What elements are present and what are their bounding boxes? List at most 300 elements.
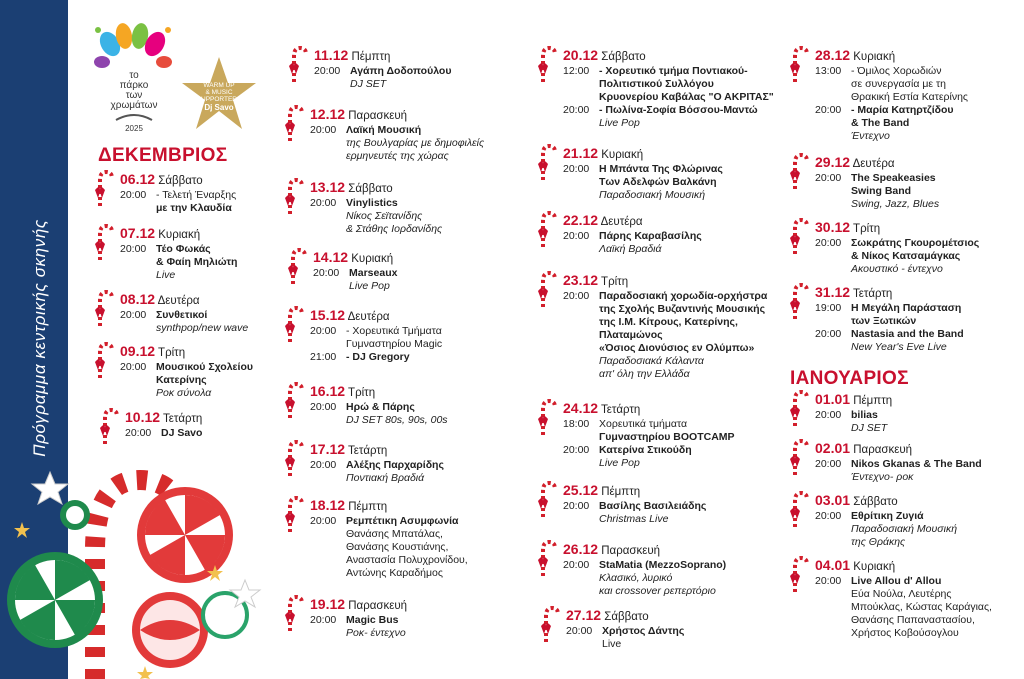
candy-cane-icon bbox=[282, 304, 304, 344]
event-time bbox=[815, 117, 851, 130]
event-text: Λαϊκή Μουσική bbox=[346, 124, 422, 136]
event-date: 28.12 bbox=[815, 47, 851, 63]
event-entry bbox=[313, 250, 553, 293]
event-line bbox=[310, 627, 550, 640]
event-date: 09.12 bbox=[120, 343, 156, 359]
event-date: 08.12 bbox=[120, 291, 156, 307]
event-time: 20:00 bbox=[563, 500, 590, 512]
event-line bbox=[125, 427, 365, 440]
event-time bbox=[563, 431, 599, 444]
event-line bbox=[563, 243, 803, 256]
candy-cane-icon bbox=[282, 438, 304, 478]
event-date: 01.01 bbox=[815, 391, 851, 407]
event-line bbox=[314, 78, 554, 91]
candy-cane-icon bbox=[92, 288, 114, 328]
event-text: Κλασικό, λυρικό bbox=[599, 572, 673, 584]
event-line bbox=[310, 567, 550, 580]
candy-cane-icon bbox=[92, 340, 114, 380]
candy-cane-icon bbox=[535, 397, 557, 437]
event-day: Παρασκευή bbox=[601, 545, 661, 557]
event-entry bbox=[815, 285, 1024, 354]
event-time bbox=[310, 414, 346, 427]
event-time bbox=[563, 368, 599, 381]
event-time: 20:00 bbox=[566, 625, 593, 637]
event-text: Live bbox=[156, 269, 176, 281]
event-time bbox=[563, 457, 599, 470]
event-time: 20:00 bbox=[563, 559, 590, 571]
event-day: Τετάρτη bbox=[853, 288, 893, 300]
candy-cane-icon bbox=[787, 388, 809, 428]
event-time: 20:00 bbox=[563, 290, 590, 302]
event-date: 25.12 bbox=[563, 482, 599, 498]
event-line bbox=[815, 172, 1024, 185]
event-day: Παρασκευή bbox=[348, 600, 408, 612]
event-line bbox=[563, 355, 803, 368]
event-time: 20:00 bbox=[314, 65, 341, 77]
event-lines bbox=[310, 459, 550, 485]
event-text: & Φαίη Μηλιώτη bbox=[156, 256, 238, 268]
event-day: Παρασκευή bbox=[853, 444, 913, 456]
event-date: 24.12 bbox=[563, 400, 599, 416]
event-text: Πολιτιστικού Συλλόγου bbox=[599, 78, 714, 90]
event-text: των Ξωτικών bbox=[851, 315, 917, 327]
event-time: 13:00 bbox=[815, 65, 842, 77]
event-header bbox=[815, 48, 1024, 65]
event-time: 19:00 bbox=[815, 302, 842, 314]
candy-cane-icon bbox=[286, 44, 308, 84]
event-text: Αλέξης Παρχαρίδης bbox=[346, 459, 444, 471]
event-date: 03.01 bbox=[815, 492, 851, 508]
event-time: 21:00 bbox=[310, 351, 337, 363]
event-line bbox=[313, 280, 553, 293]
event-line bbox=[563, 163, 803, 176]
event-header bbox=[310, 442, 550, 459]
event-line bbox=[563, 418, 803, 431]
event-line bbox=[310, 137, 550, 150]
event-line bbox=[815, 65, 1024, 78]
event-time bbox=[815, 315, 851, 328]
event-header bbox=[815, 558, 1024, 575]
event-line bbox=[815, 471, 1024, 484]
event-entry bbox=[566, 608, 806, 651]
event-lines bbox=[310, 197, 550, 236]
event-date: 23.12 bbox=[563, 272, 599, 288]
event-lines bbox=[310, 614, 550, 640]
event-time: 12:00 bbox=[563, 65, 590, 77]
event-time bbox=[310, 627, 346, 640]
event-entry bbox=[815, 48, 1024, 143]
event-text: Γυμναστηρίου Magic bbox=[346, 338, 443, 350]
event-text: Των Αδελφών Βαλκάνη bbox=[599, 176, 717, 188]
event-date: 16.12 bbox=[310, 383, 346, 399]
event-header bbox=[313, 250, 553, 267]
event-time bbox=[815, 91, 851, 104]
event-line bbox=[313, 267, 553, 280]
event-header bbox=[566, 608, 806, 625]
event-text: Ρεμπέτικη Ασυμφωνία bbox=[346, 515, 459, 527]
event-time bbox=[563, 176, 599, 189]
candy-cane-icon bbox=[282, 494, 304, 534]
badge-line-3: UPPORTER bbox=[201, 96, 237, 103]
event-time bbox=[815, 185, 851, 198]
event-text: Αντώνης Καραδήμος bbox=[346, 567, 443, 579]
event-lines bbox=[563, 290, 803, 381]
event-text: Έντεχνο bbox=[851, 130, 890, 142]
event-text: DJ Savo bbox=[161, 427, 203, 439]
event-time bbox=[563, 189, 599, 202]
event-line bbox=[310, 325, 550, 338]
event-text: Γυμναστηρίου BOOTCAMP bbox=[599, 431, 735, 443]
event-line bbox=[310, 459, 550, 472]
event-entry bbox=[815, 220, 1024, 276]
event-text: Κατερίνης bbox=[156, 374, 207, 386]
event-text: Χορευτικά τμήματα bbox=[599, 418, 688, 430]
event-line bbox=[310, 150, 550, 163]
event-day: Κυριακή bbox=[853, 561, 896, 573]
event-date: 26.12 bbox=[563, 541, 599, 557]
event-day: Τρίτη bbox=[601, 276, 629, 288]
event-time bbox=[815, 523, 851, 536]
candy-cane-icon bbox=[535, 479, 557, 519]
event-line bbox=[563, 316, 803, 329]
event-date: 14.12 bbox=[313, 249, 349, 265]
event-time bbox=[563, 117, 599, 130]
event-time bbox=[815, 627, 851, 640]
candy-cane-icon bbox=[535, 142, 557, 182]
event-text: & The Band bbox=[851, 117, 910, 129]
event-day: Δευτέρα bbox=[600, 216, 643, 228]
event-text: - Τελετή Έναρξης bbox=[156, 189, 237, 201]
event-text: Αγάπη Δοδοπούλου bbox=[350, 65, 452, 77]
event-time: 20:00 bbox=[815, 328, 842, 340]
event-text: DJ SET bbox=[851, 422, 888, 434]
event-text: Live Allou d' Allou bbox=[851, 575, 942, 587]
event-time bbox=[120, 374, 156, 387]
event-header bbox=[815, 285, 1024, 302]
event-day: Δευτέρα bbox=[347, 311, 390, 323]
event-text: της Θράκης bbox=[851, 536, 906, 548]
event-text: - Πωλίνα-Σοφία Βόσσου-Μαντώ bbox=[599, 104, 758, 116]
event-line bbox=[815, 263, 1024, 276]
event-header bbox=[563, 273, 803, 290]
event-text: Swing Band bbox=[851, 185, 912, 197]
event-header bbox=[563, 213, 803, 230]
event-time bbox=[310, 137, 346, 150]
event-day: Κυριακή bbox=[601, 149, 644, 161]
event-time bbox=[563, 585, 599, 598]
event-day: Πέμπτη bbox=[348, 501, 388, 513]
event-line bbox=[563, 176, 803, 189]
event-entry bbox=[563, 48, 803, 130]
event-time: 20:00 bbox=[120, 243, 147, 255]
event-line bbox=[815, 104, 1024, 117]
event-lines bbox=[815, 302, 1024, 354]
event-text: & Νίκος Κατσαμάγκας bbox=[851, 250, 961, 262]
event-text: Παραδοσιακή Μουσική bbox=[599, 189, 706, 201]
event-time: 18:00 bbox=[563, 418, 590, 430]
candy-cane-icon bbox=[282, 593, 304, 633]
event-time bbox=[566, 638, 602, 651]
event-text: Κρυονερίου Καβάλας "Ο ΑΚΡΙΤΑΣ" bbox=[599, 91, 774, 103]
event-entry bbox=[310, 384, 550, 427]
event-text: Εύα Νούλα, Λευτέρης bbox=[851, 588, 952, 600]
event-entry bbox=[563, 146, 803, 202]
event-text: Θανάσης Μπατάλας, bbox=[346, 528, 443, 540]
event-day: Δευτέρα bbox=[852, 158, 895, 170]
month-heading-january: ΙΑΝΟΥΑΡΙΟΣ bbox=[790, 368, 909, 389]
event-time bbox=[310, 567, 346, 580]
event-time: 20:00 bbox=[120, 309, 147, 321]
event-header bbox=[815, 493, 1024, 510]
event-lines bbox=[563, 559, 803, 598]
event-time: 20:00 bbox=[815, 510, 842, 522]
candy-cane-icon bbox=[787, 437, 809, 477]
event-line bbox=[310, 515, 550, 528]
event-entry bbox=[815, 155, 1024, 211]
event-entry bbox=[563, 401, 803, 470]
event-text: με την Κλαυδία bbox=[156, 202, 232, 214]
event-text: Λαϊκή Βραδιά bbox=[599, 243, 662, 255]
event-day: Πέμπτη bbox=[853, 395, 893, 407]
event-entry bbox=[563, 542, 803, 598]
event-day: Τετάρτη bbox=[601, 404, 641, 416]
event-lines bbox=[310, 124, 550, 163]
event-day: Τετάρτη bbox=[348, 445, 388, 457]
event-lines bbox=[563, 65, 803, 130]
event-line bbox=[310, 197, 550, 210]
event-entry bbox=[815, 493, 1024, 549]
event-text: Magic Bus bbox=[346, 614, 399, 626]
event-text: Θρακική Εστία Κατερίνης bbox=[851, 91, 968, 103]
event-date: 02.01 bbox=[815, 440, 851, 456]
event-header bbox=[815, 155, 1024, 172]
event-text: ερμηνευτές της χώρας bbox=[346, 150, 449, 162]
event-line bbox=[815, 523, 1024, 536]
event-line bbox=[815, 536, 1024, 549]
event-date: 04.01 bbox=[815, 557, 851, 573]
candy-cane-icon bbox=[787, 554, 809, 594]
event-lines bbox=[815, 172, 1024, 211]
event-line bbox=[563, 91, 803, 104]
event-time: 20:00 bbox=[563, 163, 590, 175]
event-text: Παραδοσιακά Κάλαντα bbox=[599, 355, 704, 367]
event-date: 06.12 bbox=[120, 171, 156, 187]
event-lines bbox=[310, 401, 550, 427]
event-line bbox=[566, 638, 806, 651]
event-text: της Βουλγαρίας με δημοφιλείς bbox=[346, 137, 485, 149]
event-text: και crossover ρεπερτόριο bbox=[599, 585, 716, 597]
event-text: Χρήστος Κοβούσογλου bbox=[851, 627, 959, 639]
event-line bbox=[815, 575, 1024, 588]
event-line bbox=[310, 223, 550, 236]
event-lines bbox=[815, 409, 1024, 435]
event-line bbox=[815, 627, 1024, 640]
event-entry bbox=[310, 442, 550, 485]
event-entry bbox=[563, 483, 803, 526]
event-time bbox=[815, 263, 851, 276]
event-date: 21.12 bbox=[563, 145, 599, 161]
event-lines bbox=[815, 65, 1024, 143]
event-lines bbox=[310, 325, 550, 364]
event-text: Ακουστικό - έντεχνο bbox=[851, 263, 943, 275]
event-text: synthpop/new wave bbox=[156, 322, 249, 334]
event-time: 20:00 bbox=[310, 515, 337, 527]
event-time bbox=[120, 269, 156, 282]
event-entry bbox=[563, 273, 803, 381]
event-text: - Χορευτικά Τμήματα bbox=[346, 325, 442, 337]
event-line bbox=[563, 189, 803, 202]
event-text: Παραδοσιακή Μουσική bbox=[851, 523, 958, 535]
event-line bbox=[310, 124, 550, 137]
event-header bbox=[563, 483, 803, 500]
event-time bbox=[310, 150, 346, 163]
event-entry bbox=[310, 597, 550, 640]
event-text: Σωκράτης Γκουρομέτσιος bbox=[851, 237, 980, 249]
candy-cane-icon bbox=[97, 406, 119, 446]
event-text: Ποντιακή Βραδιά bbox=[346, 472, 425, 484]
event-header bbox=[310, 384, 550, 401]
event-time: 20:00 bbox=[815, 172, 842, 184]
logo-year: 2025 bbox=[125, 124, 143, 133]
event-time bbox=[815, 250, 851, 263]
event-header bbox=[815, 441, 1024, 458]
event-line bbox=[815, 117, 1024, 130]
event-line bbox=[563, 303, 803, 316]
event-time bbox=[310, 554, 346, 567]
event-text: Nastasia and the Band bbox=[851, 328, 964, 340]
event-lines bbox=[313, 267, 553, 293]
event-lines bbox=[310, 515, 550, 580]
event-time: 20:00 bbox=[815, 104, 842, 116]
event-time bbox=[563, 355, 599, 368]
event-line bbox=[310, 554, 550, 567]
event-line bbox=[310, 528, 550, 541]
event-text: Ηρώ & Πάρης bbox=[346, 401, 415, 413]
event-time: 20:00 bbox=[815, 458, 842, 470]
event-line bbox=[310, 338, 550, 351]
event-line bbox=[563, 500, 803, 513]
event-date: 12.12 bbox=[310, 106, 346, 122]
candy-cane-icon bbox=[92, 168, 114, 208]
candy-cane-icon bbox=[787, 44, 809, 84]
event-line bbox=[815, 302, 1024, 315]
event-time bbox=[120, 256, 156, 269]
event-date: 11.12 bbox=[314, 47, 349, 63]
event-line bbox=[815, 198, 1024, 211]
event-text: απ' όλη την Ελλάδα bbox=[599, 368, 690, 380]
event-line bbox=[563, 230, 803, 243]
event-time bbox=[563, 513, 599, 526]
event-line bbox=[314, 65, 554, 78]
event-day: Πέμπτη bbox=[351, 51, 391, 63]
month-heading-december: ΔΕΚΕΜΒΡΙΟΣ bbox=[98, 145, 228, 166]
event-line bbox=[310, 414, 550, 427]
event-day: Πέμπτη bbox=[601, 486, 641, 498]
event-line bbox=[566, 625, 806, 638]
event-time bbox=[815, 341, 851, 354]
event-text: Live Pop bbox=[349, 280, 390, 292]
event-date: 20.12 bbox=[563, 47, 599, 63]
event-line bbox=[563, 559, 803, 572]
event-time bbox=[310, 472, 346, 485]
event-header bbox=[563, 146, 803, 163]
event-lines bbox=[566, 625, 806, 651]
event-text: DJ SET bbox=[350, 78, 387, 90]
event-line bbox=[310, 210, 550, 223]
event-time bbox=[310, 541, 346, 554]
event-line bbox=[815, 78, 1024, 91]
event-time bbox=[563, 303, 599, 316]
event-line bbox=[563, 290, 803, 303]
event-date: 15.12 bbox=[310, 307, 346, 323]
event-line bbox=[310, 351, 550, 364]
event-time: 20:00 bbox=[310, 459, 337, 471]
event-time bbox=[313, 280, 349, 293]
event-line bbox=[310, 472, 550, 485]
event-date: 29.12 bbox=[815, 154, 851, 170]
event-line bbox=[815, 250, 1024, 263]
logo-line-2: πάρκο bbox=[119, 80, 149, 91]
event-date: 18.12 bbox=[310, 497, 346, 513]
event-text: «Όσιος Διονύσιος εν Ολύμπω» bbox=[599, 342, 755, 354]
event-time bbox=[310, 338, 346, 351]
candy-cane-icon bbox=[535, 538, 557, 578]
event-time: 20:00 bbox=[310, 197, 337, 209]
event-header bbox=[563, 542, 803, 559]
event-day: Παρασκευή bbox=[348, 110, 408, 122]
event-text: New Year's Eve Live bbox=[851, 341, 947, 353]
event-time bbox=[815, 588, 851, 601]
event-time: 20:00 bbox=[563, 104, 590, 116]
event-time bbox=[563, 243, 599, 256]
event-text: bilias bbox=[851, 409, 878, 421]
event-time bbox=[815, 130, 851, 143]
event-time bbox=[563, 572, 599, 585]
event-text: Ροκ- έντεχνο bbox=[346, 627, 406, 639]
candy-cane-icon bbox=[787, 489, 809, 529]
event-entry bbox=[310, 308, 550, 364]
event-text: Πλαταμώνος bbox=[599, 329, 663, 341]
event-time: 20:00 bbox=[310, 401, 337, 413]
event-time bbox=[563, 316, 599, 329]
candy-cane-icon bbox=[282, 176, 304, 216]
event-header bbox=[310, 107, 550, 124]
event-text: σε συνεργασία με τη bbox=[851, 78, 946, 90]
event-header bbox=[563, 48, 803, 65]
candy-cane-icon bbox=[282, 103, 304, 143]
event-header bbox=[815, 392, 1024, 409]
event-lines bbox=[815, 575, 1024, 640]
event-text: Τέο Φωκάς bbox=[156, 243, 211, 255]
event-line bbox=[563, 368, 803, 381]
candy-cane-icon bbox=[787, 281, 809, 321]
sidebar-title: Πρόγραμμα κεντρικής σκηνής bbox=[30, 219, 49, 457]
event-time bbox=[563, 329, 599, 342]
event-text: Πάρης Καραβασίλης bbox=[599, 230, 702, 242]
event-text: Χρήστος Δάντης bbox=[602, 625, 685, 637]
event-line bbox=[815, 341, 1024, 354]
event-text: DJ SET 80s, 90s, 00s bbox=[346, 414, 448, 426]
event-text: StaMatia (MezzoSoprano) bbox=[599, 559, 727, 571]
event-line bbox=[563, 104, 803, 117]
event-time: 20:00 bbox=[815, 237, 842, 249]
event-day: Κυριακή bbox=[158, 229, 201, 241]
event-text: Εθρίτικη Ζυγιά bbox=[851, 510, 924, 522]
event-time bbox=[314, 78, 350, 91]
event-line bbox=[815, 91, 1024, 104]
event-line bbox=[563, 585, 803, 598]
event-entry bbox=[314, 48, 554, 91]
